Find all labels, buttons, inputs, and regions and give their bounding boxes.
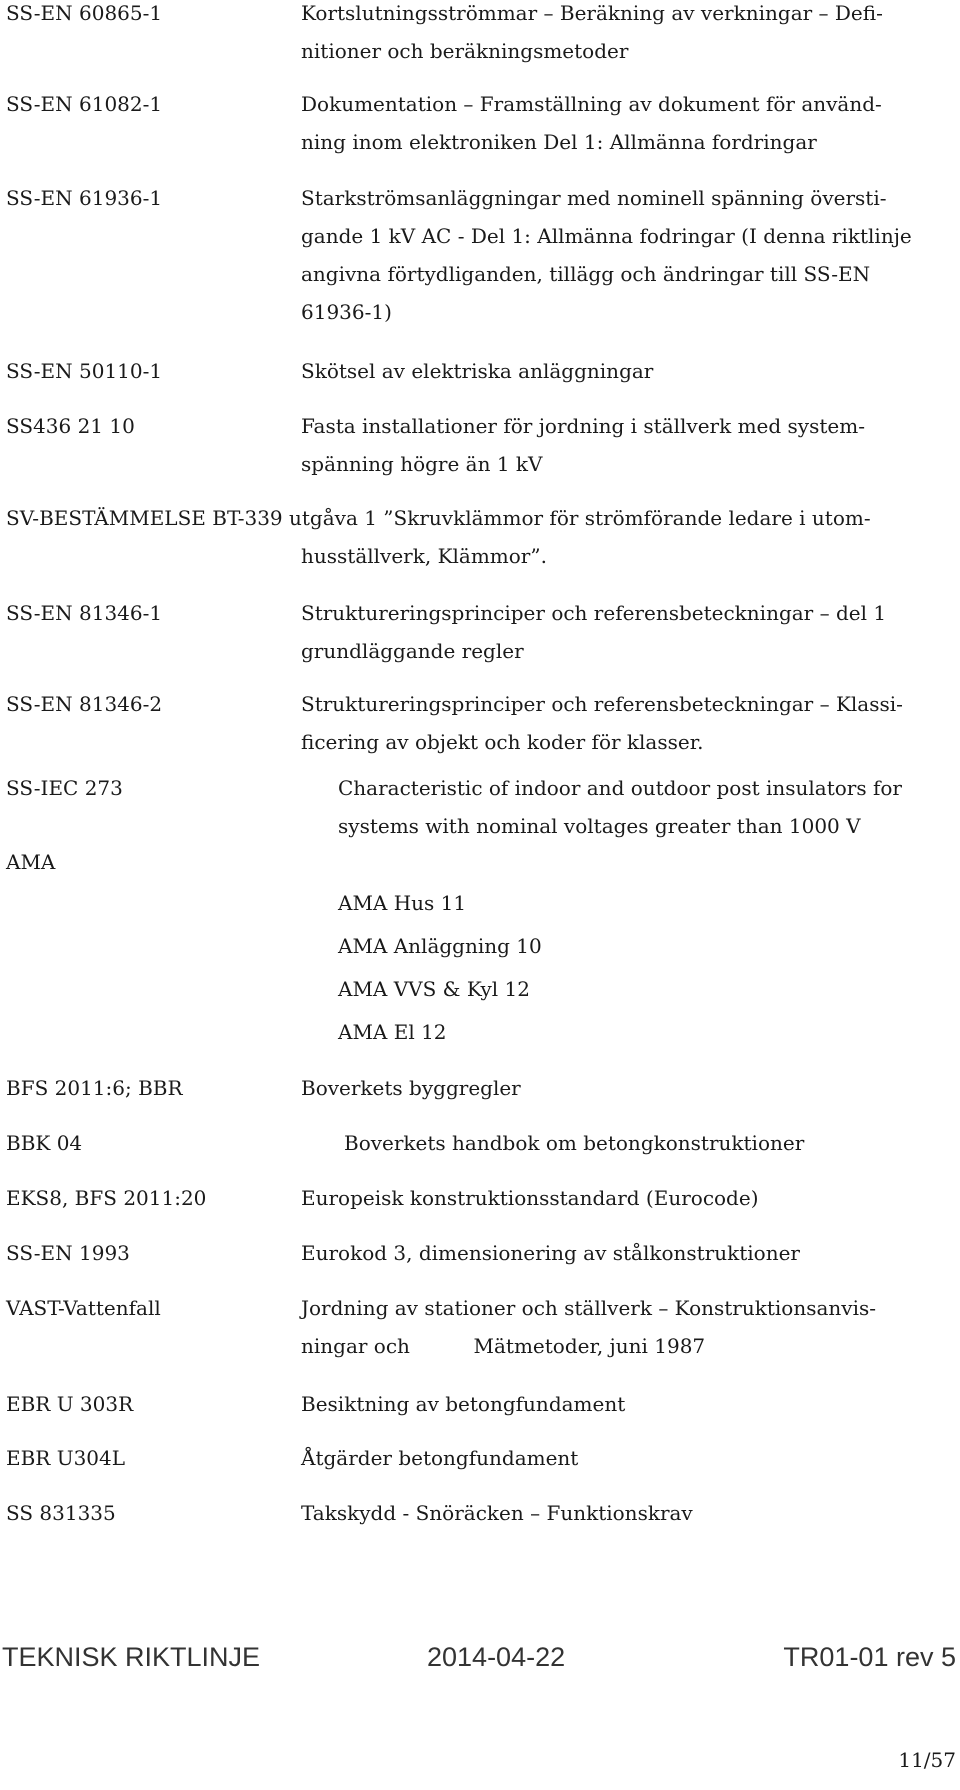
ama-item: AMA VVS & Kyl 12 [338,977,530,1001]
reference-code: EKS8, BFS 2011:20 [6,1186,207,1210]
reference-description: Kortslutningsströmmar – Beräkning av verkningar – Defi- nitioner och beräkningsmetoder [301,1,883,63]
reference-code: SS-EN 50110-1 [6,359,163,383]
ama-item: AMA Anläggning 10 [338,934,542,958]
reference-description: Struktureringsprinciper och referensbeteckningar – Klassi- ficering av objekt och koder för klasser. [301,692,903,754]
reference-description: Boverkets byggregler [301,1076,521,1100]
reference-description: Besiktning av betongfundament [301,1392,626,1416]
reference-code: BBK 04 [6,1131,83,1155]
page-number: 11/57 [898,1748,956,1772]
page-footer [0,1642,960,1682]
reference-code: SS436 21 10 [6,414,135,438]
reference-description: Takskydd - Snöräcken – Funktionskrav [301,1501,693,1525]
reference-full-text: SV-BESTÄMMELSE BT-339 utgåva 1 ”Skruvklämmor för strömförande ledare i utom- husställverk, Klämmor”. [6,506,871,568]
reference-code: SS-EN 61082-1 [6,92,163,116]
footer-date: 2014-04-22 [427,1642,566,1672]
reference-description: Fasta installationer för jordning i ställverk med system- spänning högre än 1 kV [301,414,865,476]
reference-code: SS-EN 61936-1 [6,186,163,210]
reference-code: SS-EN 81346-1 [6,601,163,625]
reference-description: Dokumentation – Framställning av dokument för använd- ning inom elektroniken Del 1: Allmänna fordringar [301,92,882,154]
reference-code: EBR U304L [6,1446,126,1470]
reference-code: VAST-Vattenfall [6,1296,161,1320]
reference-description: Jordning av stationer och ställverk – Konstruktionsanvis- ningar och Mätmetoder, juni 1987 [301,1296,877,1358]
reference-description: Eurokod 3, dimensionering av stålkonstruktioner [301,1241,800,1265]
footer-title: TEKNISK RIKTLINJE [2,1642,261,1672]
ama-item: AMA El 12 [338,1020,447,1044]
ama-items [338,884,542,1056]
reference-description: Boverkets handbok om betongkonstruktioner [344,1131,805,1155]
reference-description: Starkströmsanläggningar med nominell spänning översti- gande 1 kV AC - Del 1: Allmänna fodringar (I denna riktlinje angivna förtydliganden, tillägg och ändringar till SS-EN 61936-1) [301,186,912,324]
reference-description: Characteristic of indoor and outdoor post insulators for systems with nominal voltages greater than 1000 V [338,776,902,838]
reference-description: Europeisk konstruktionsstandard (Eurocode) [301,1186,759,1210]
reference-description: Skötsel av elektriska anläggningar [301,359,654,383]
ama-item: AMA Hus 11 [338,891,467,915]
reference-code: EBR U 303R [6,1392,134,1416]
reference-code: SS-EN 81346-2 [6,692,163,716]
reference-code: SS-IEC 273 [6,776,123,800]
reference-code: SS-EN 1993 [6,1241,130,1265]
reference-code: SS-EN 60865-1 [6,1,163,25]
footer-doc-id: TR01-01 rev 5 [783,1642,956,1672]
reference-code: SS 831335 [6,1501,116,1525]
reference-code: AMA [6,850,56,874]
reference-code: BFS 2011:6; BBR [6,1076,183,1100]
reference-description: Struktureringsprinciper och referensbeteckningar – del 1 grundläggande regler [301,601,887,663]
reference-description: Åtgärder betongfundament [301,1446,579,1470]
